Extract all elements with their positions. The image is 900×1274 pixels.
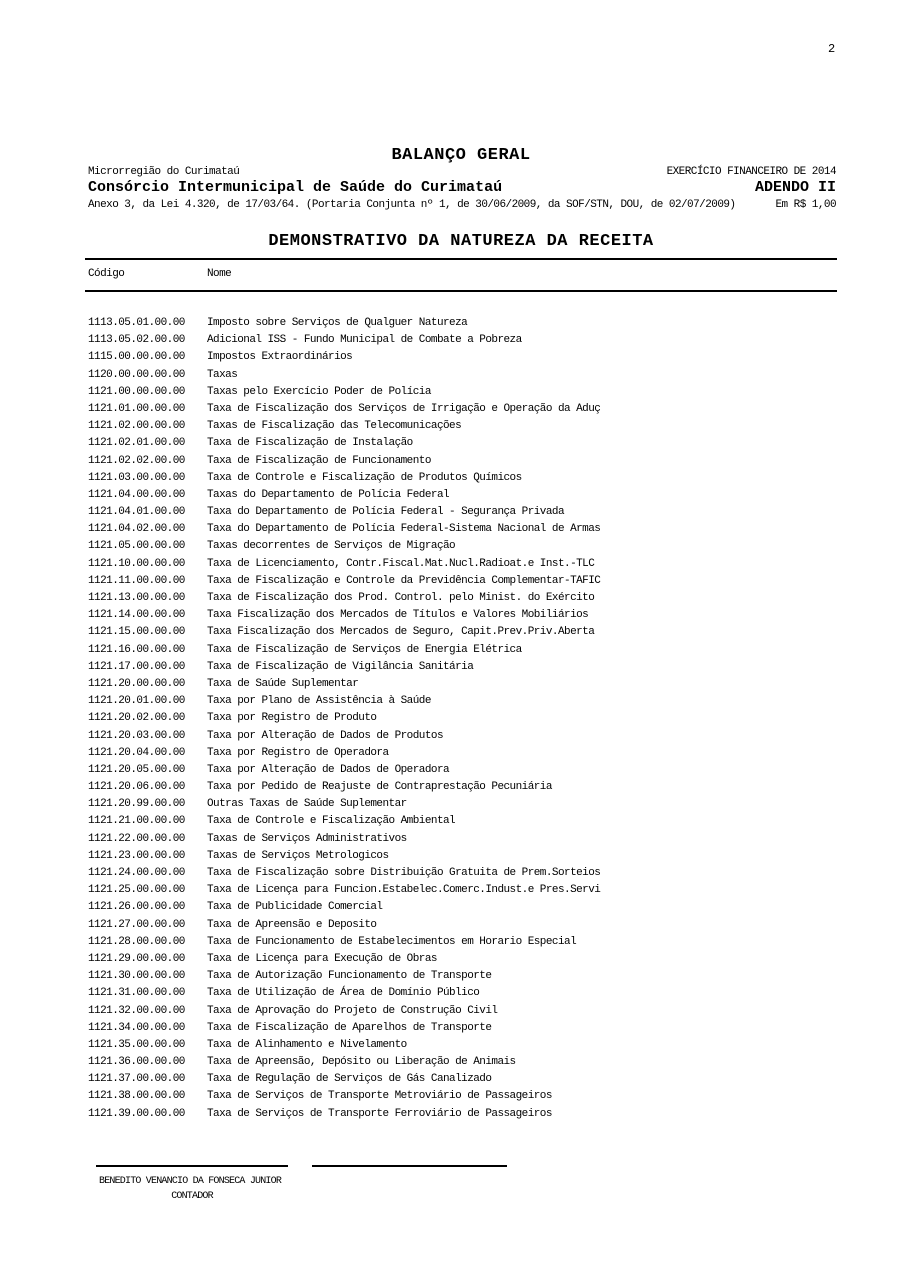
table-row [88, 951, 848, 968]
fiscal-year-label: EXERCÍCIO FINANCEIRO DE 2014 [666, 166, 836, 178]
table-row [88, 1071, 848, 1088]
row-code: 1121.20.05.00.00 [88, 763, 185, 776]
table-row [88, 659, 848, 676]
table-row [88, 1054, 848, 1071]
table-row [88, 796, 848, 813]
row-name: Taxa de Controle e Fiscalização Ambiental [207, 815, 456, 828]
row-name: Taxa por Registro de Operadora [207, 746, 389, 759]
row-code: 1121.39.00.00.00 [88, 1107, 185, 1120]
row-code: 1121.26.00.00.00 [88, 901, 185, 914]
row-code: 1120.00.00.00.00 [88, 368, 185, 381]
table-row [88, 401, 848, 418]
row-name: Taxa de Regulação de Serviços de Gás Canalizado [207, 1073, 492, 1086]
report-title: BALANÇO GERAL [391, 146, 531, 165]
row-code: 1113.05.02.00.00 [88, 334, 185, 347]
table-row [88, 642, 848, 659]
row-name: Taxa de Fiscalização de Serviços de Energia Elétrica [207, 643, 522, 656]
row-code: 1121.32.00.00.00 [88, 1004, 185, 1017]
table-row [88, 1088, 848, 1105]
row-name: Imposto sobre Serviços de Qualguer Natureza [207, 317, 468, 329]
row-name: Taxa de Aprovação do Projeto de Construção Civil [207, 1004, 498, 1017]
row-name: Taxa por Alteração de Dados de Produtos [207, 729, 443, 742]
region-label: Microrregião do Curimataú [88, 166, 240, 178]
table-row [88, 367, 848, 384]
row-name: Taxa de Licenciamento, Contr.Fiscal.Mat.Nucl.Radioat.e Inst.-TLC [207, 557, 595, 570]
row-code: 1121.34.00.00.00 [88, 1021, 185, 1034]
row-code: 1121.14.00.00.00 [88, 609, 185, 622]
row-name: Taxa de Serviços de Transporte Ferroviário de Passageiros [207, 1107, 552, 1120]
table-row [88, 917, 848, 934]
row-code: 1121.20.99.00.00 [88, 798, 185, 811]
table-column-headers [88, 268, 231, 280]
header-line-region [88, 166, 836, 178]
row-name: Taxas do Departamento de Polícia Federal [207, 488, 450, 501]
table-row [88, 899, 848, 916]
table-row [88, 745, 848, 762]
signer-title: CONTADOR [171, 1191, 213, 1202]
row-code: 1121.15.00.00.00 [88, 626, 185, 639]
table-row [88, 762, 848, 779]
row-name: Taxa de Fiscalização de Instalação [207, 437, 413, 450]
row-code: 1121.16.00.00.00 [88, 643, 185, 656]
row-code: 1121.05.00.00.00 [88, 540, 185, 553]
row-name: Taxa de Saúde Suplementar [207, 677, 359, 690]
row-code: 1121.20.00.00.00 [88, 677, 185, 690]
row-code: 1121.04.02.00.00 [88, 523, 185, 536]
column-header-code: Código [88, 268, 125, 280]
divider-top [85, 258, 837, 260]
table-row [88, 573, 848, 590]
table-row [88, 882, 848, 899]
row-code: 1121.21.00.00.00 [88, 815, 185, 828]
row-code: 1121.20.02.00.00 [88, 712, 185, 725]
signature-line-right [312, 1165, 507, 1167]
row-name: Taxa de Licença para Funcion.Estabelec.Comerc.Indust.e Pres.Servi [207, 884, 601, 897]
row-name: Taxa de Licença para Execução de Obras [207, 952, 437, 965]
currency-note: Em R$ 1,00 [775, 199, 836, 211]
addendum-label: ADENDO II [754, 179, 836, 196]
row-name: Taxa Fiscalização dos Mercados de Seguro, Capit.Prev.Priv.Aberta [207, 626, 595, 639]
row-name: Taxa de Fiscalização sobre Distribuição Gratuita de Prem.Sorteios [207, 867, 601, 879]
table-row [88, 624, 848, 641]
table-row [88, 349, 848, 366]
table-row [88, 1020, 848, 1037]
row-name: Impostos Extraordinários [207, 351, 353, 364]
row-name: Taxa de Serviços de Transporte Metroviário de Passageiros [207, 1090, 552, 1103]
row-name: Taxa por Registro de Produto [207, 712, 377, 725]
row-name: Taxa de Fiscalização dos Prod. Control. pelo Minist. do Exército [207, 592, 595, 604]
row-name: Taxa de Funcionamento de Estabelecimentos em Horario Especial [207, 935, 577, 948]
table-row [88, 504, 848, 521]
row-code: 1121.03.00.00.00 [88, 471, 185, 484]
table-row [88, 934, 848, 951]
header-line-entity [88, 179, 836, 196]
row-name: Adicional ISS - Fundo Municipal de Combate a Pobreza [207, 334, 522, 347]
page-number: 2 [828, 42, 836, 56]
table-row [88, 332, 848, 349]
row-name: Taxa de Fiscalização de Funcionamento [207, 454, 431, 467]
row-name: Taxa do Departamento de Polícia Federal - Segurança Privada [207, 506, 565, 519]
table-row [88, 538, 848, 555]
row-name: Taxa de Alinhamento e Nivelamento [207, 1038, 407, 1051]
row-code: 1121.02.02.00.00 [88, 454, 185, 467]
table-row [88, 710, 848, 727]
table-row [88, 968, 848, 985]
table-row [88, 676, 848, 693]
divider-header [85, 290, 837, 292]
table-row [88, 1106, 848, 1123]
table-row [88, 590, 848, 607]
table-row [88, 521, 848, 538]
row-code: 1121.20.06.00.00 [88, 781, 185, 794]
row-code: 1121.13.00.00.00 [88, 592, 185, 604]
table-row [88, 384, 848, 401]
table-row [88, 435, 848, 452]
row-name: Taxas de Serviços Administrativos [207, 832, 407, 845]
row-name: Taxas de Serviços Metrologicos [207, 849, 389, 862]
row-name: Taxa Fiscalização dos Mercados de Títulos e Valores Mobiliários [207, 609, 589, 622]
table-row [88, 470, 848, 487]
row-code: 1121.35.00.00.00 [88, 1038, 185, 1051]
row-code: 1121.27.00.00.00 [88, 918, 185, 931]
table-row [88, 607, 848, 624]
table-row [88, 865, 848, 882]
row-name: Taxa de Apreensão, Depósito ou Liberação de Animais [207, 1056, 516, 1069]
table-row [88, 1003, 848, 1020]
table-row [88, 487, 848, 504]
row-code: 1121.20.01.00.00 [88, 695, 185, 708]
row-code: 1121.28.00.00.00 [88, 935, 185, 948]
table-row [88, 315, 848, 332]
row-code: 1121.37.00.00.00 [88, 1073, 185, 1086]
row-name: Taxa de Utilização de Área de Domínio Público [207, 987, 480, 1000]
row-code: 1115.00.00.00.00 [88, 351, 185, 364]
table-row [88, 831, 848, 848]
row-name: Taxa de Controle e Fiscalização de Produtos Químicos [207, 471, 522, 484]
row-code: 1121.31.00.00.00 [88, 987, 185, 1000]
table-row [88, 728, 848, 745]
signature-line-left [96, 1165, 288, 1167]
row-name: Taxa de Publicidade Comercial [207, 901, 383, 914]
row-code: 1121.00.00.00.00 [88, 385, 185, 398]
row-code: 1121.02.01.00.00 [88, 437, 185, 450]
table-row [88, 985, 848, 1002]
table-row [88, 453, 848, 470]
row-code: 1121.24.00.00.00 [88, 867, 185, 879]
row-code: 1121.20.04.00.00 [88, 746, 185, 759]
row-name: Taxas [207, 368, 238, 381]
row-name: Taxa por Alteração de Dados de Operadora [207, 763, 450, 776]
row-name: Taxa por Plano de Assistência à Saúde [207, 695, 431, 708]
row-name: Taxas de Fiscalização das Telecomunicações [207, 420, 462, 433]
row-name: Taxa de Apreensão e Deposito [207, 918, 377, 931]
table-row [88, 693, 848, 710]
row-code: 1121.04.01.00.00 [88, 506, 185, 519]
row-code: 1121.30.00.00.00 [88, 970, 185, 983]
entity-name: Consórcio Intermunicipal de Saúde do Curimataú [88, 179, 503, 196]
row-code: 1121.25.00.00.00 [88, 884, 185, 897]
row-name: Taxa de Fiscalização e Controle da Previdência Complementar-TAFIC [207, 574, 601, 587]
row-code: 1121.10.00.00.00 [88, 557, 185, 570]
row-code: 1121.22.00.00.00 [88, 832, 185, 845]
table-body [88, 315, 848, 1123]
row-name: Taxa do Departamento de Polícia Federal-Sistema Nacional de Armas [207, 523, 601, 536]
row-code: 1121.20.03.00.00 [88, 729, 185, 742]
row-code: 1121.04.00.00.00 [88, 488, 185, 501]
row-name: Taxa de Fiscalização de Vigilância Sanitária [207, 660, 474, 673]
row-name: Taxa de Fiscalização dos Serviços de Irrigação e Operação da Aduç [207, 402, 601, 415]
table-row [88, 813, 848, 830]
header-line-legal [88, 199, 836, 211]
row-code: 1121.01.00.00.00 [88, 402, 185, 415]
row-code: 1121.17.00.00.00 [88, 660, 185, 673]
table-row [88, 1037, 848, 1054]
row-code: 1121.02.00.00.00 [88, 420, 185, 433]
row-code: 1121.38.00.00.00 [88, 1090, 185, 1103]
row-name: Taxas decorrentes de Serviços de Migração [207, 540, 456, 553]
row-name: Outras Taxas de Saúde Suplementar [207, 798, 407, 811]
table-row [88, 848, 848, 865]
row-code: 1113.05.01.00.00 [88, 317, 185, 329]
row-name: Taxas pelo Exercício Poder de Polícia [207, 385, 431, 398]
row-name: Taxa de Autorização Funcionamento de Transporte [207, 970, 492, 983]
row-code: 1121.29.00.00.00 [88, 952, 185, 965]
table-row [88, 779, 848, 796]
column-header-name: Nome [207, 268, 232, 280]
row-name: Taxa por Pedido de Reajuste de Contraprestação Pecuniária [207, 781, 552, 794]
table-row [88, 418, 848, 435]
signer-name: BENEDITO VENANCIO DA FONSECA JUNIOR [99, 1176, 282, 1187]
legal-reference: Anexo 3, da Lei 4.320, de 17/03/64. (Portaria Conjunta nº 1, de 30/06/2009, da SOF/STN, DOU, de 02/07/2009) [88, 199, 736, 211]
row-code: 1121.23.00.00.00 [88, 849, 185, 862]
row-code: 1121.11.00.00.00 [88, 574, 185, 587]
table-row [88, 556, 848, 573]
row-name: Taxa de Fiscalização de Aparelhos de Transporte [207, 1021, 492, 1034]
row-code: 1121.36.00.00.00 [88, 1056, 185, 1069]
section-title: DEMONSTRATIVO DA NATUREZA DA RECEITA [268, 232, 654, 251]
